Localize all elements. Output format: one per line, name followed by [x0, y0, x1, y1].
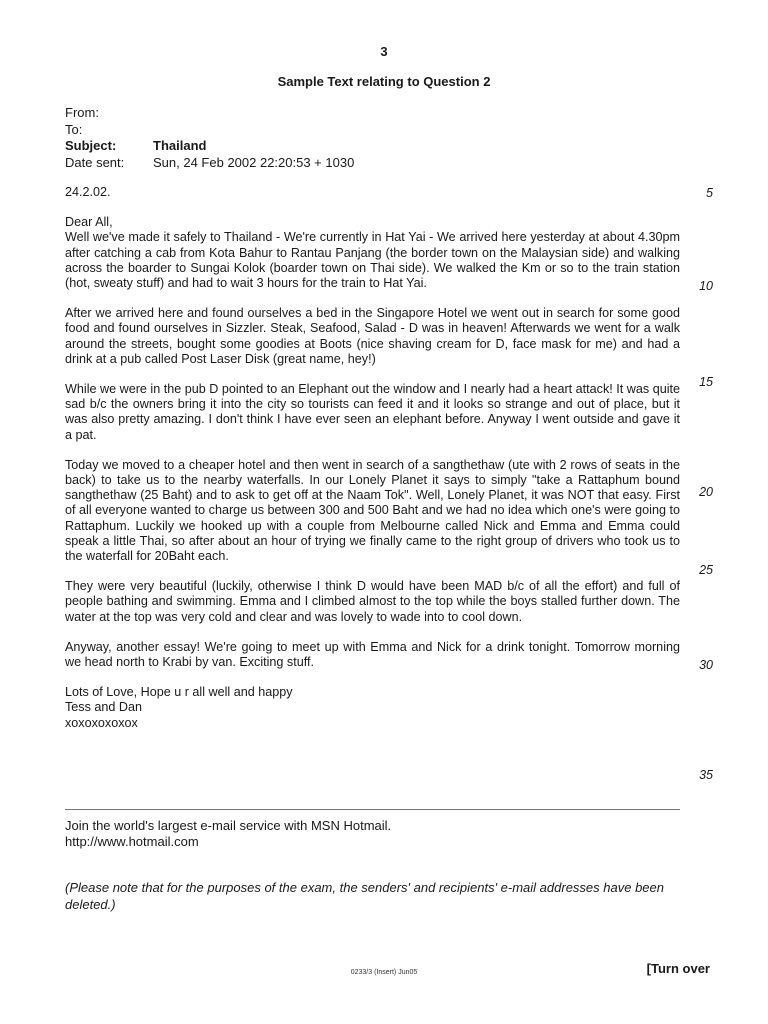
line-number-25: 25 [699, 563, 713, 577]
signoff-line-2: Tess and Dan [65, 700, 143, 715]
line-number-30: 30 [699, 658, 713, 672]
paragraph-6: Anyway, another essay! We're going to meet up with Emma and Nick for a drink tonight. Tomorrow morning we head north to Krabi by van. Exciting stuff. [65, 639, 680, 670]
paragraph-1: Well we've made it safely to Thailand - We're currently in Hat Yai - We arrived here yesterday at about 4.30pm after catching a cab from Kota Bahur to Rantau Panjang (the border town on the Malaysian side) and walking across the boarder to Sungai Kolok (boarder town on Thai side). We walked the Km or so to the train station (hot, sweaty stuff) and had to wait 3 hours for the train to Hat Yai. [65, 230, 680, 291]
greeting: Dear All, [65, 215, 113, 230]
divider-rule [65, 809, 680, 810]
subject-row [65, 138, 354, 155]
footer-link: http://www.hotmail.com [65, 834, 199, 849]
email-footer [65, 818, 391, 850]
line-number-15: 15 [699, 375, 713, 389]
date-row [65, 155, 354, 172]
email-header [65, 105, 354, 171]
subject-label: Subject: [65, 138, 117, 153]
from-row [65, 105, 354, 122]
line-number-5: 5 [706, 186, 713, 200]
page-heading: Sample Text relating to Question 2 [277, 74, 491, 89]
page-number: 3 [380, 44, 388, 59]
from-label: From: [65, 105, 99, 120]
turn-over-label: [Turn over [646, 961, 710, 976]
signoff [65, 685, 680, 731]
to-label: To: [65, 121, 83, 137]
paragraph-2: After we arrived here and found ourselves a bed in the Singapore Hotel we went out in search for some good food and found ourselves in Sizzler. Steak, Seafood, Salad - D was in heaven! Afterwards we went for a walk around the streets, bought some goodies at Boots (nice shaving cream for D, face mask for me) and had a drink at a pub called Post Laser Disk (great name, hey!) [65, 306, 680, 366]
subject-value: Thailand [153, 138, 207, 153]
email-body [65, 185, 680, 731]
line-number-35: 35 [699, 768, 713, 782]
footer-line-1: Join the world's largest e-mail service with MSN Hotmail. [65, 818, 392, 833]
to-row [65, 122, 354, 139]
paragraph-3: While we were in the pub D pointed to an Elephant out the window and I nearly had a heart attack! It was quite sad b/c the owners bring it into the city so tourists can feed it and it looks so strange and out of place, but it was also pretty amazing. I don't think I have ever seen an elephant before. Anyway I went outside and gave it a pat. [65, 382, 680, 442]
paragraph-5: They were very beautiful (luckily, otherwise I think D would have been MAD b/c of all the effort) and full of people bathing and swimming. Emma and I climbed almost to the top while the boys stalled further down. The water at the top was very cold and clear and was lovely to wade into to cool down. [65, 579, 680, 624]
signoff-line-3: xoxoxoxoxox [65, 715, 138, 730]
date-value: Sun, 24 Feb 2002 22:20:53 + 1030 [153, 154, 355, 170]
exam-note: (Please note that for the purposes of the exam, the senders' and recipients' e-mail addresses have been deleted.) [65, 880, 664, 912]
signoff-line-1: Lots of Love, Hope u r all well and happy [65, 685, 293, 700]
date-label: Date sent: [65, 154, 125, 170]
date-line: 24.2.02. [65, 185, 111, 199]
document-code: 0233/3 (Insert) Jun05 [350, 969, 418, 976]
paragraph-4: Today we moved to a cheaper hotel and then went in search of a sangthethaw (ute with 2 rows of seats in the back) to take us to the nearby waterfalls. In our Lonely Planet it says to simply "take a Rattaphum bound sangthethaw (25 Baht) and to ask to get off at the Naam Tok". Well, Lonely Planet, it was NOT that easy. First of all everyone wanted to charge us between 300 and 500 Baht and we had no idea which one's were going to Rattaphum. Luckily we hooked up with a couple from Melbourne called Nick and Emma and Emma could speak a little Thai, so after about an hour of trying we finally came to the right group of drivers who took us to the waterfall for 20Baht each. [65, 457, 680, 564]
line-number-10: 10 [699, 279, 713, 293]
line-number-20: 20 [699, 485, 713, 499]
